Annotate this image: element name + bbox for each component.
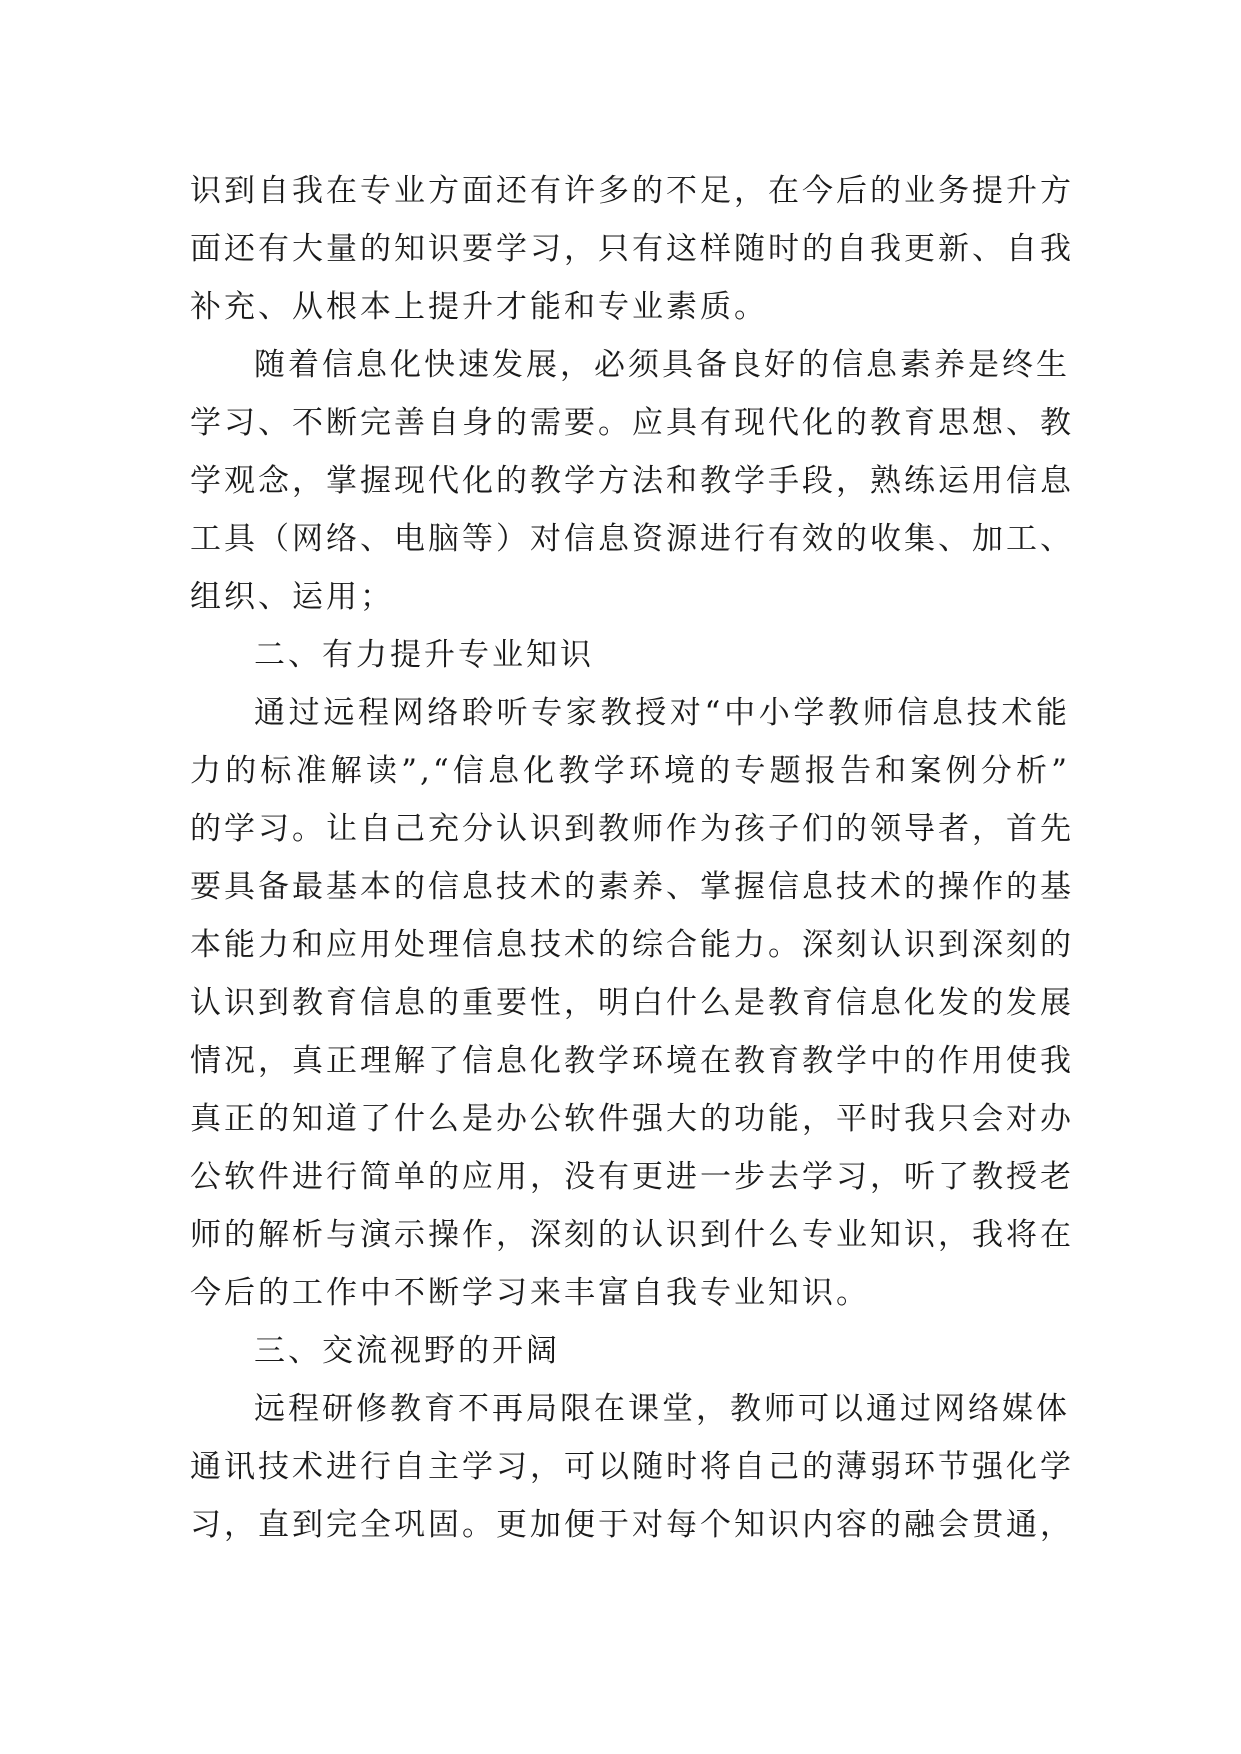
text-line: 情况，真正理解了信息化教学环境在教育教学中的作用使我 (190, 1043, 1074, 1079)
text-line: 面还有大量的知识要学习，只有这样随时的自我更新、自我 (190, 231, 1074, 267)
text-line: 工具（网络、电脑等）对信息资源进行有效的收集、加工、 (190, 521, 1074, 557)
paragraph-first-line: 随着信息化快速发展，必须具备良好的信息素养是终生 (254, 347, 1070, 383)
text-line: 的学习。让自己充分认识到教师作为孩子们的领导者，首先 (190, 811, 1074, 847)
text-line: 本能力和应用处理信息技术的综合能力。深刻认识到深刻的 (190, 927, 1074, 963)
text-line: 师的解析与演示操作，深刻的认识到什么专业知识，我将在 (190, 1217, 1074, 1253)
text-line: 学习、不断完善自身的需要。应具有现代化的教育思想、教 (190, 405, 1074, 441)
text-line: 习，直到完全巩固。更加便于对每个知识内容的融会贯通， (190, 1507, 1074, 1543)
text-line: 要具备最基本的信息技术的素养、掌握信息技术的操作的基 (190, 869, 1074, 905)
text-line: 组织、运用； (190, 579, 394, 615)
text-line: 今后的工作中不断学习来丰富自我专业知识。 (190, 1275, 870, 1311)
text-line: 真正的知道了什么是办公软件强大的功能，平时我只会对办 (190, 1101, 1074, 1137)
text-line: 通讯技术进行自主学习，可以随时将自己的薄弱环节强化学 (190, 1449, 1074, 1485)
document-body (190, 162, 1074, 1554)
text-line: 力的标准解读”,“信息化教学环境的专题报告和案例分析” (190, 753, 1070, 789)
text-line: 识到自我在专业方面还有许多的不足，在今后的业务提升方 (190, 173, 1074, 209)
text-line: 公软件进行简单的应用，没有更进一步去学习，听了教授老 (190, 1159, 1074, 1195)
section-heading: 二、有力提升专业知识 (254, 637, 594, 673)
paragraph-first-line: 通过远程网络聆听专家教授对“中小学教师信息技术能 (254, 695, 1070, 731)
text-line: 认识到教育信息的重要性，明白什么是教育信息化发的发展 (190, 985, 1074, 1021)
text-line: 补充、从根本上提升才能和专业素质。 (190, 289, 768, 325)
text-line: 学观念，掌握现代化的教学方法和教学手段，熟练运用信息 (190, 463, 1074, 499)
section-heading: 三、交流视野的开阔 (254, 1333, 560, 1369)
paragraph-first-line: 远程研修教育不再局限在课堂，教师可以通过网络媒体 (254, 1391, 1070, 1427)
